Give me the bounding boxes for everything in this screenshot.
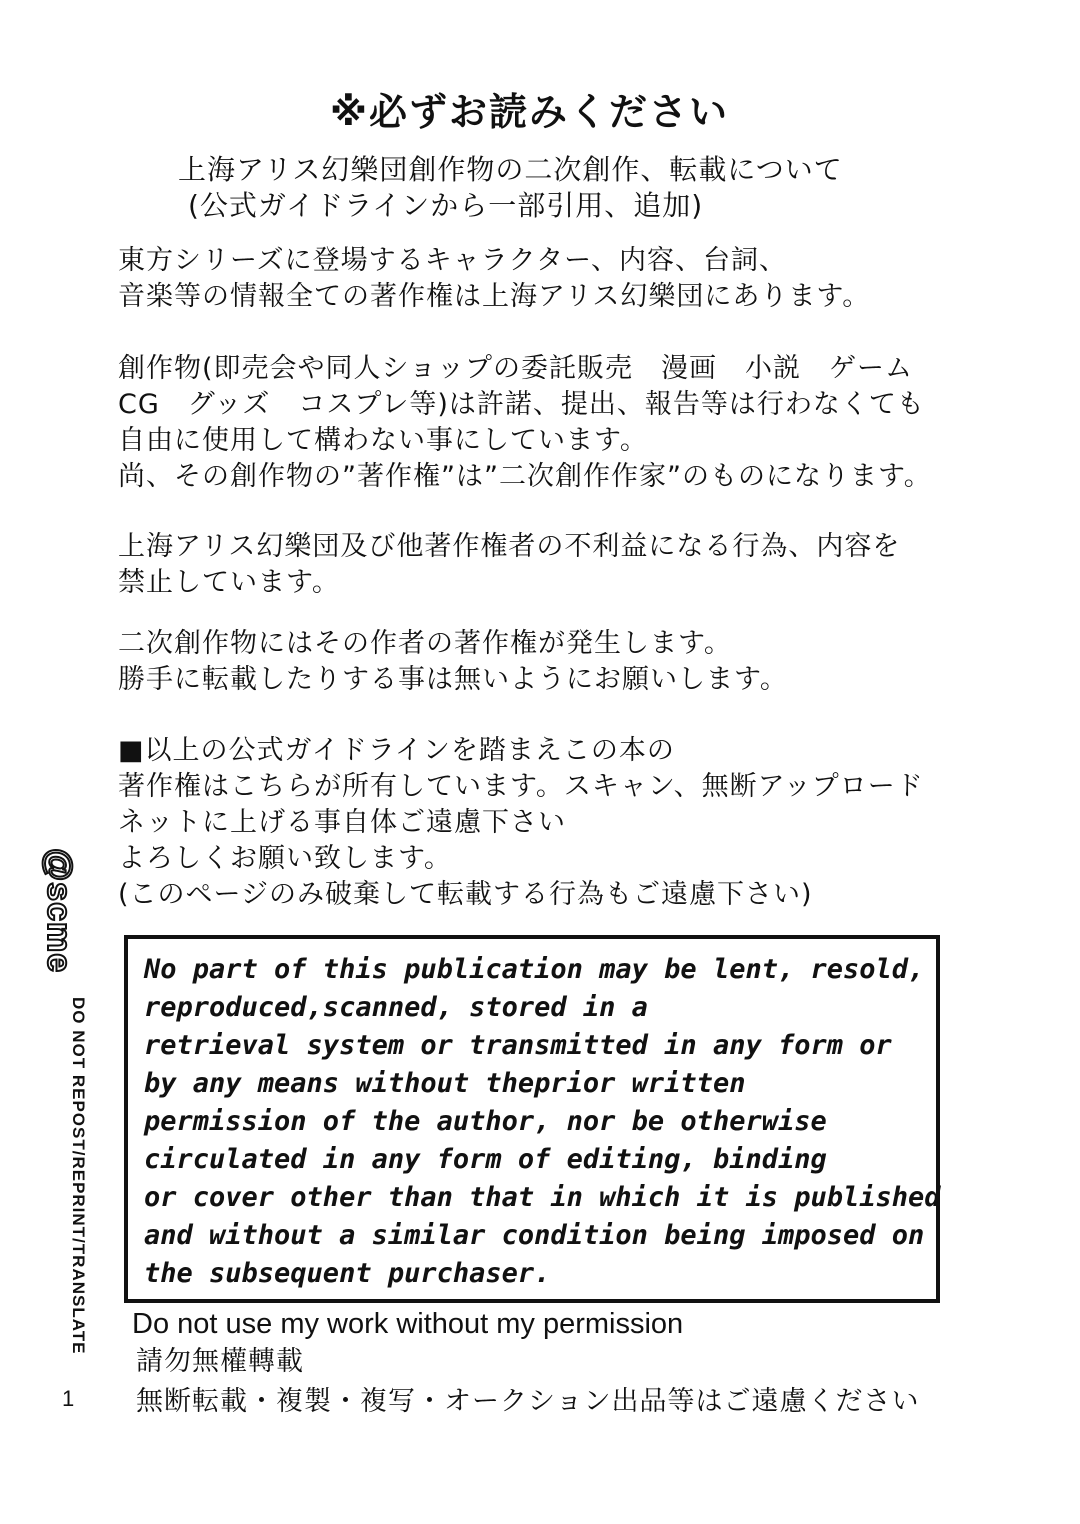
notice-line-8: and without a similar condition being imposed on [144, 1220, 925, 1251]
copyright-notice-box [124, 935, 940, 1303]
notice-line-4: by any means without theprior written [144, 1068, 746, 1099]
paragraph-2-line-2: CG グッズ コスプレ等)は許諾、提出、報告等は行わなくても [118, 389, 925, 420]
paragraph-4-line-1: 二次創作物にはその作者の著作権が発生します。 [118, 628, 732, 659]
paragraph-4-line-2: 勝手に転載したりする事は無いようにお願いします。 [118, 664, 788, 695]
paragraph-3-line-1: 上海アリス幻樂団及び他著作権者の不利益になる行為、内容を [118, 531, 901, 562]
notice-line-9: the subsequent purchaser. [144, 1258, 551, 1289]
subtitle-line-1: 上海アリス幻樂団創作物の二次創作、転載について [178, 153, 843, 186]
subtitle-line-2: (公式ガイドラインから一部引用、追加) [188, 189, 704, 222]
notice-line-6: circulated in any form of editing, binding [144, 1144, 827, 1175]
footer-japanese: 無断転載・複製・複写・オークション出品等はご遠慮ください [136, 1386, 920, 1417]
paragraph-5-line-3: ネットに上げる事自体ご遠慮下さい [118, 807, 566, 838]
footer-chinese: 請勿無權轉載 [136, 1346, 304, 1377]
paragraph-1-line-1: 東方シリーズに登場するキャラクター、内容、台詞、 [118, 245, 788, 276]
notice-line-5: permission of the author, nor be otherwise [144, 1106, 827, 1137]
paragraph-2-line-4: 尚、その創作物の”著作権”は”二次創作作家”のものになります。 [118, 461, 932, 492]
notice-line-3: retrieval system or transmitted in any form or [144, 1030, 892, 1061]
page-title: ※必ずお読みください [330, 90, 729, 134]
paragraph-5-line-4: よろしくお願い致します。 [118, 843, 452, 874]
paragraph-5-line-2: 著作権はこちらが所有しています。スキャン、無断アップロード [118, 771, 924, 802]
paragraph-5-line-5: (このページのみ破棄して転載する行為もご遠慮下さい) [118, 879, 813, 910]
side-handle-text: @scme [40, 848, 78, 974]
paragraph-3-line-2: 禁止しています。 [118, 567, 340, 598]
paragraph-2-line-1: 創作物(即売会や同人ショップの委託販売 漫画 小説 ゲーム [118, 353, 913, 384]
side-repost-text: DO NOT REPOST/REPRINT/TRANSLATE [69, 997, 88, 1355]
footer-english: Do not use my work without my permission [132, 1308, 684, 1340]
notice-line-7: or cover other than that in which it is published [144, 1182, 941, 1213]
page-number: 1 [62, 1386, 75, 1411]
notice-line-2: reproduced,scanned, stored in a [144, 992, 648, 1023]
paragraph-1-line-2: 音楽等の情報全ての著作権は上海アリス幻樂団にあります。 [118, 281, 871, 312]
paragraph-2-line-3: 自由に使用して構わない事にしています。 [118, 425, 648, 456]
paragraph-5-line-1: ■以上の公式ガイドラインを踏まえこの本の [118, 735, 675, 766]
notice-line-1: No part of this publication may be lent, resold, [144, 954, 925, 985]
